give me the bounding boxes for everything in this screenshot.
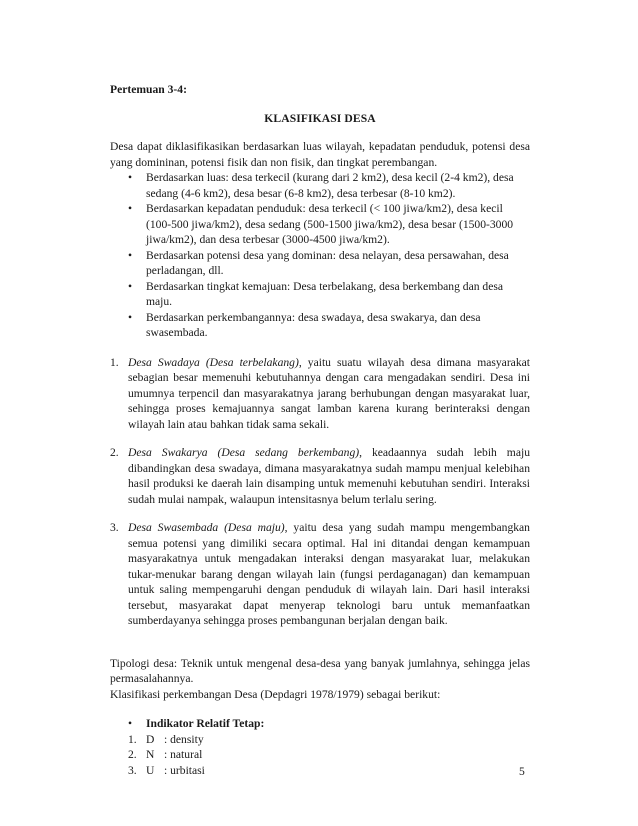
type-term: Desa Swadaya (Desa terbelakang) <box>128 355 299 369</box>
indicator-sublist <box>110 732 530 779</box>
page-number: 5 <box>519 765 525 778</box>
classification-bullet-list <box>110 170 530 341</box>
bullet-icon: • <box>128 279 133 293</box>
type-term: Desa Swakarya (Desa sedang berkembang) <box>128 446 360 459</box>
village-type-list <box>110 355 530 629</box>
bullet-item-potensi: • Berdasarkan potensi desa yang dominan: desa nelayan, desa persawahan, desa perladangan, dll. <box>128 248 509 277</box>
indicator-item <box>110 716 530 732</box>
bullet-icon: • <box>128 248 133 262</box>
indicator-subitem: 1. D : density <box>128 732 204 746</box>
indicator-subitem: 3. U : urbitasi <box>128 763 205 777</box>
type-term: Desa Swasembada (Desa maju) <box>128 521 285 534</box>
bullet-icon: • <box>128 202 133 215</box>
page-content <box>110 82 530 778</box>
section-title: KLASIFIKASI DESA <box>264 111 376 125</box>
bullet-icon: • <box>128 717 133 730</box>
bullet-item-kepadatan: • Berdasarkan kepadatan penduduk: desa terkecil (< 100 jiwa/km2), desa kecil (100-500 jiwa/km2), desa sedang (500-1500 jiwa/km2), desa besar (1500-3000 jiwa/km2), dan desa terbesar (3000-4500 jiwa/km2). <box>128 202 514 246</box>
bullet-item-perkembangan: • Berdasarkan perkembangannya: desa swadaya, desa swakarya, dan desa swasembada. <box>128 310 481 339</box>
meeting-heading: Pertemuan 3-4: <box>110 83 187 96</box>
klasifikasi-paragraph: Klasifikasi perkembangan Desa (Depdagri 1978/1979) sebagai berikut: <box>110 687 441 701</box>
bullet-item-kemajuan: • Berdasarkan tingkat kemajuan: Desa terbelakang, desa berkembang dan desa maju. <box>128 279 504 308</box>
indicator-list <box>110 716 530 732</box>
type-item-swadaya: 1. Desa Swadaya (Desa terbelakang), yaitu suatu wilayah desa dimana masyarakat sebagian besar memenuhi kebutuhannya dengan cara mengadakan sendiri. Desa ini umumnya terpencil dan masyarakatnya jarang berhubungan dengan masyarakat luar, sehingga proses kemajuannya sangat lamban karena kurang berinteraksi dengan wilayah lain atau bahkan tidak sama sekali. <box>110 355 530 431</box>
indicator-subitem: 2. N : natural <box>128 748 203 761</box>
indicator-label: Indikator Relatif Tetap: <box>146 717 265 730</box>
type-item-swasembada: 3. Desa Swasembada (Desa maju), yaitu desa yang sudah mampu mengembangkan semua potensi yang dimiliki secara optimal. Hal ini ditandai dengan kemampuan masyarakatnya untuk mengadakan interaksi dengan masyarakat luar, melakukan tukar-menukar barang dengan wilayah lain (fungsi perdaganagan) dan kemampuan untuk saling mempengaruhi dengan penduduk di wilayah lain. Dari hasil interaksi tersebut, masyarakat dapat menyerap teknologi baru untuk memanfaatkan sumberdayanya sehingga proses pembangunan berjalan dengan baik. <box>110 521 530 627</box>
bullet-icon: • <box>128 171 133 184</box>
intro-paragraph: Desa dapat diklasifikasikan berdasarkan luas wilayah, kepadatan penduduk, potensi desa yang domininan, potensi fisik dan non fisik, dan tingkat perembangan. <box>110 140 530 169</box>
bullet-item-luas: • Berdasarkan luas: desa terkecil (kurang dari 2 km2), desa kecil (2-4 km2), desa sedang (4-6 km2), desa besar (6-8 km2), desa terbesar (8-10 km2). <box>128 171 514 200</box>
tipologi-paragraph: Tipologi desa: Teknik untuk mengenal desa-desa yang banyak jumlahnya, sehingga jelas permasalahannya. <box>110 656 530 685</box>
type-item-swakarya: 2. Desa Swakarya (Desa sedang berkembang), keadaannya sudah lebih maju dibandingkan desa swadaya, dimana masyarakatnya sudah mampu menjual kelebihan hasil produksi ke daerah lain disamping untuk memenuhi kebutuhan sendiri. Interaksi sudah mulai nampak, walaupun intensitasnya belum terlalu sering. <box>110 446 530 506</box>
bullet-icon: • <box>128 310 133 324</box>
